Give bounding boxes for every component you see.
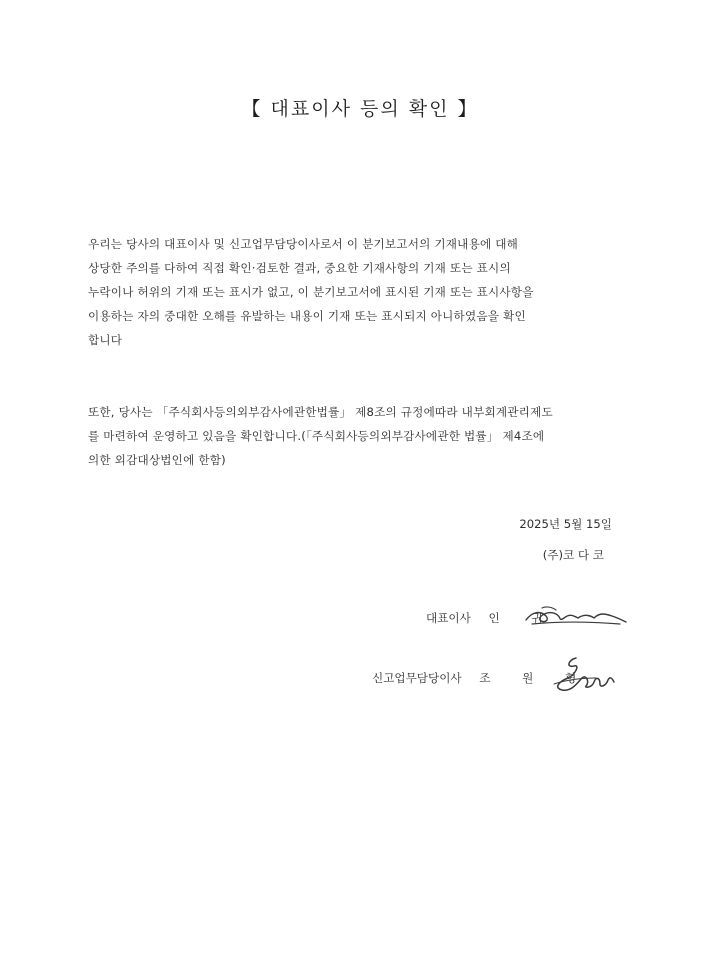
paragraph-line: 누락이나 허위의 기재 또는 표시가 없고, 이 분기보고서에 표시된 기재 또는 표시사항을 xyxy=(88,285,534,299)
document-title: 【 대표이사 등의 확인 】 xyxy=(241,98,479,120)
paragraph-line: 의한 외감대상법인에 한함) xyxy=(88,453,226,467)
confirmation-paragraph xyxy=(88,232,668,352)
paragraph-line: 를 마련하여 운영하고 있음을 확인합니다.(「주식회사등의외부감사에관한 법률」 제4조에 xyxy=(88,429,545,443)
signer-name: 조 원 형 xyxy=(479,671,591,685)
document-date: 2025년 5월 15일 xyxy=(519,517,612,531)
ceo-signature-icon xyxy=(522,598,628,632)
officer-signature-icon xyxy=(546,652,618,696)
paragraph-line: 우리는 당사의 대표이사 및 신고업무담당이사로서 이 분기보고서의 기재내용에 대해 xyxy=(88,237,519,251)
signer-role: 대표이사 xyxy=(426,611,471,625)
paragraph-line: 이용하는 자의 중대한 오해를 유발하는 내용이 기재 또는 표시되지 아니하였음을 확인 xyxy=(88,309,526,323)
company-name: (주)코 다 코 xyxy=(542,548,604,562)
signer-name: 인 귀 xyxy=(488,611,557,625)
paragraph-line: 또한, 당사는 「주식회사등의외부감사에관한법률」 제8조의 규정에따라 내부회계관리제도 xyxy=(88,405,553,419)
paragraph-line: 합니다 xyxy=(88,333,123,347)
internal-control-paragraph xyxy=(88,400,668,472)
signer-role: 신고업무담당이사 xyxy=(372,671,462,685)
paragraph-line: 상당한 주의를 다하여 직접 확인·검토한 결과, 중요한 기재사항의 기재 또는 표시의 xyxy=(88,261,511,275)
